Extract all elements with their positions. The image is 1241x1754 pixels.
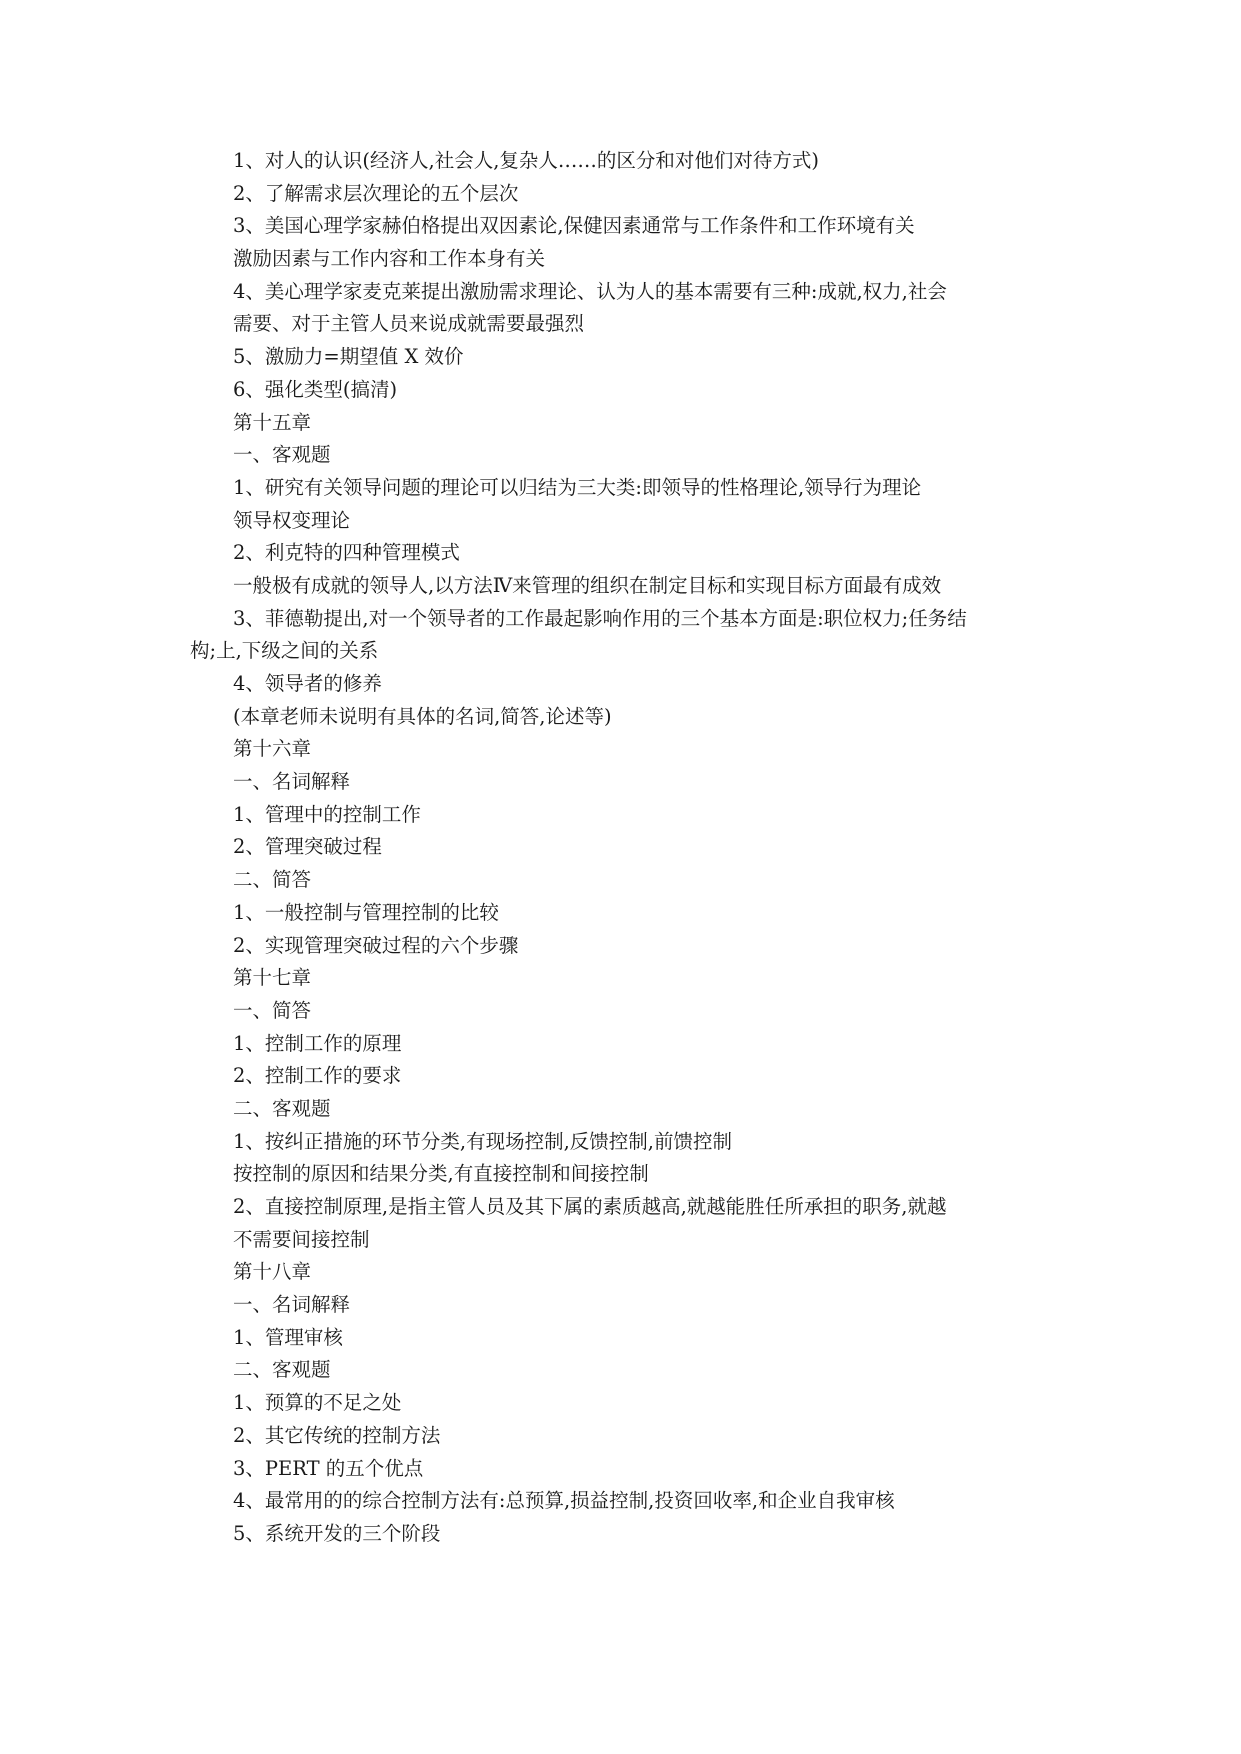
text-line: 第十八章 xyxy=(233,1260,312,1284)
text-line: 第十七章 xyxy=(233,966,312,990)
text-line: 1、按纠正措施的环节分类,有现场控制,反馈控制,前馈控制 xyxy=(233,1129,733,1153)
text-line: 2、直接控制原理,是指主管人员及其下属的素质越高,就越能胜任所承担的职务,就越 xyxy=(233,1195,947,1218)
text-line: 不需要间接控制 xyxy=(233,1227,370,1251)
text-line: 2、管理突破过程 xyxy=(233,835,382,859)
text-line: 1、管理审核 xyxy=(233,1325,343,1349)
text-line: 激励因素与工作内容和工作本身有关 xyxy=(233,247,546,271)
text-line: 2、控制工作的要求 xyxy=(233,1064,402,1088)
text-line: 2、其它传统的控制方法 xyxy=(233,1423,441,1447)
text-line: 领导权变理论 xyxy=(233,508,351,532)
text-line: 第十六章 xyxy=(233,737,312,761)
text-line: 二、客观题 xyxy=(233,1096,331,1120)
text-line: (本章老师未说明有具体的名词,简答,论述等) xyxy=(233,704,612,728)
text-line: 2、了解需求层次理论的五个层次 xyxy=(233,181,519,205)
text-line: 4、美心理学家麦克莱提出激励需求理论、认为人的基本需要有三种:成就,权力,社会 xyxy=(233,279,947,303)
text-line: 二、简答 xyxy=(233,868,312,892)
text-line: 3、菲德勒提出,对一个领导者的工作最起影响作用的三个基本方面是:职位权力;任务结 xyxy=(233,606,967,630)
text-line: 3、PERT 的五个优点 xyxy=(233,1456,424,1480)
document-body xyxy=(0,145,1241,1551)
text-line: 2、利克特的四种管理模式 xyxy=(233,541,460,565)
text-line: 按控制的原因和结果分类,有直接控制和间接控制 xyxy=(233,1162,649,1186)
text-line: 二、客观题 xyxy=(233,1358,331,1382)
text-line: 4、领导者的修养 xyxy=(233,672,382,695)
text-line: 3、美国心理学家赫伯格提出双因素论,保健因素通常与工作条件和工作环境有关 xyxy=(233,214,915,238)
text-line: 需要、对于主管人员来说成就需要最强烈 xyxy=(233,312,585,336)
text-line: 4、最常用的的综合控制方法有:总预算,损益控制,投资回收率,和企业自我审核 xyxy=(233,1489,895,1513)
text-line: 1、研究有关领导问题的理论可以归结为三大类:即领导的性格理论,领导行为理论 xyxy=(233,475,922,499)
text-line: 一般极有成就的领导人,以方法Ⅳ来管理的组织在制定目标和实现目标方面最有成效 xyxy=(233,573,942,597)
text-line: 5、系统开发的三个阶段 xyxy=(233,1521,441,1545)
text-line: 构;上,下级之间的关系 xyxy=(190,639,379,663)
text-line: 1、控制工作的原理 xyxy=(233,1031,402,1055)
text-line: 1、一般控制与管理控制的比较 xyxy=(233,900,499,924)
text-line: 1、预算的不足之处 xyxy=(233,1391,402,1415)
text-line: 1、对人的认识(经济人,社会人,复杂人……的区分和对他们对待方式) xyxy=(233,149,820,172)
text-line: 一、名词解释 xyxy=(233,770,351,794)
text-line: 一、名词解释 xyxy=(233,1293,351,1317)
text-line: 2、实现管理突破过程的六个步骤 xyxy=(233,933,519,957)
text-line: 第十五章 xyxy=(233,410,312,434)
text-line: 1、管理中的控制工作 xyxy=(233,802,421,826)
text-line: 一、客观题 xyxy=(233,443,331,467)
text-line: 一、简答 xyxy=(233,998,312,1022)
text-line: 6、强化类型(搞清) xyxy=(233,377,398,401)
text-line: 5、激励力=期望值 X 效价 xyxy=(233,345,464,369)
